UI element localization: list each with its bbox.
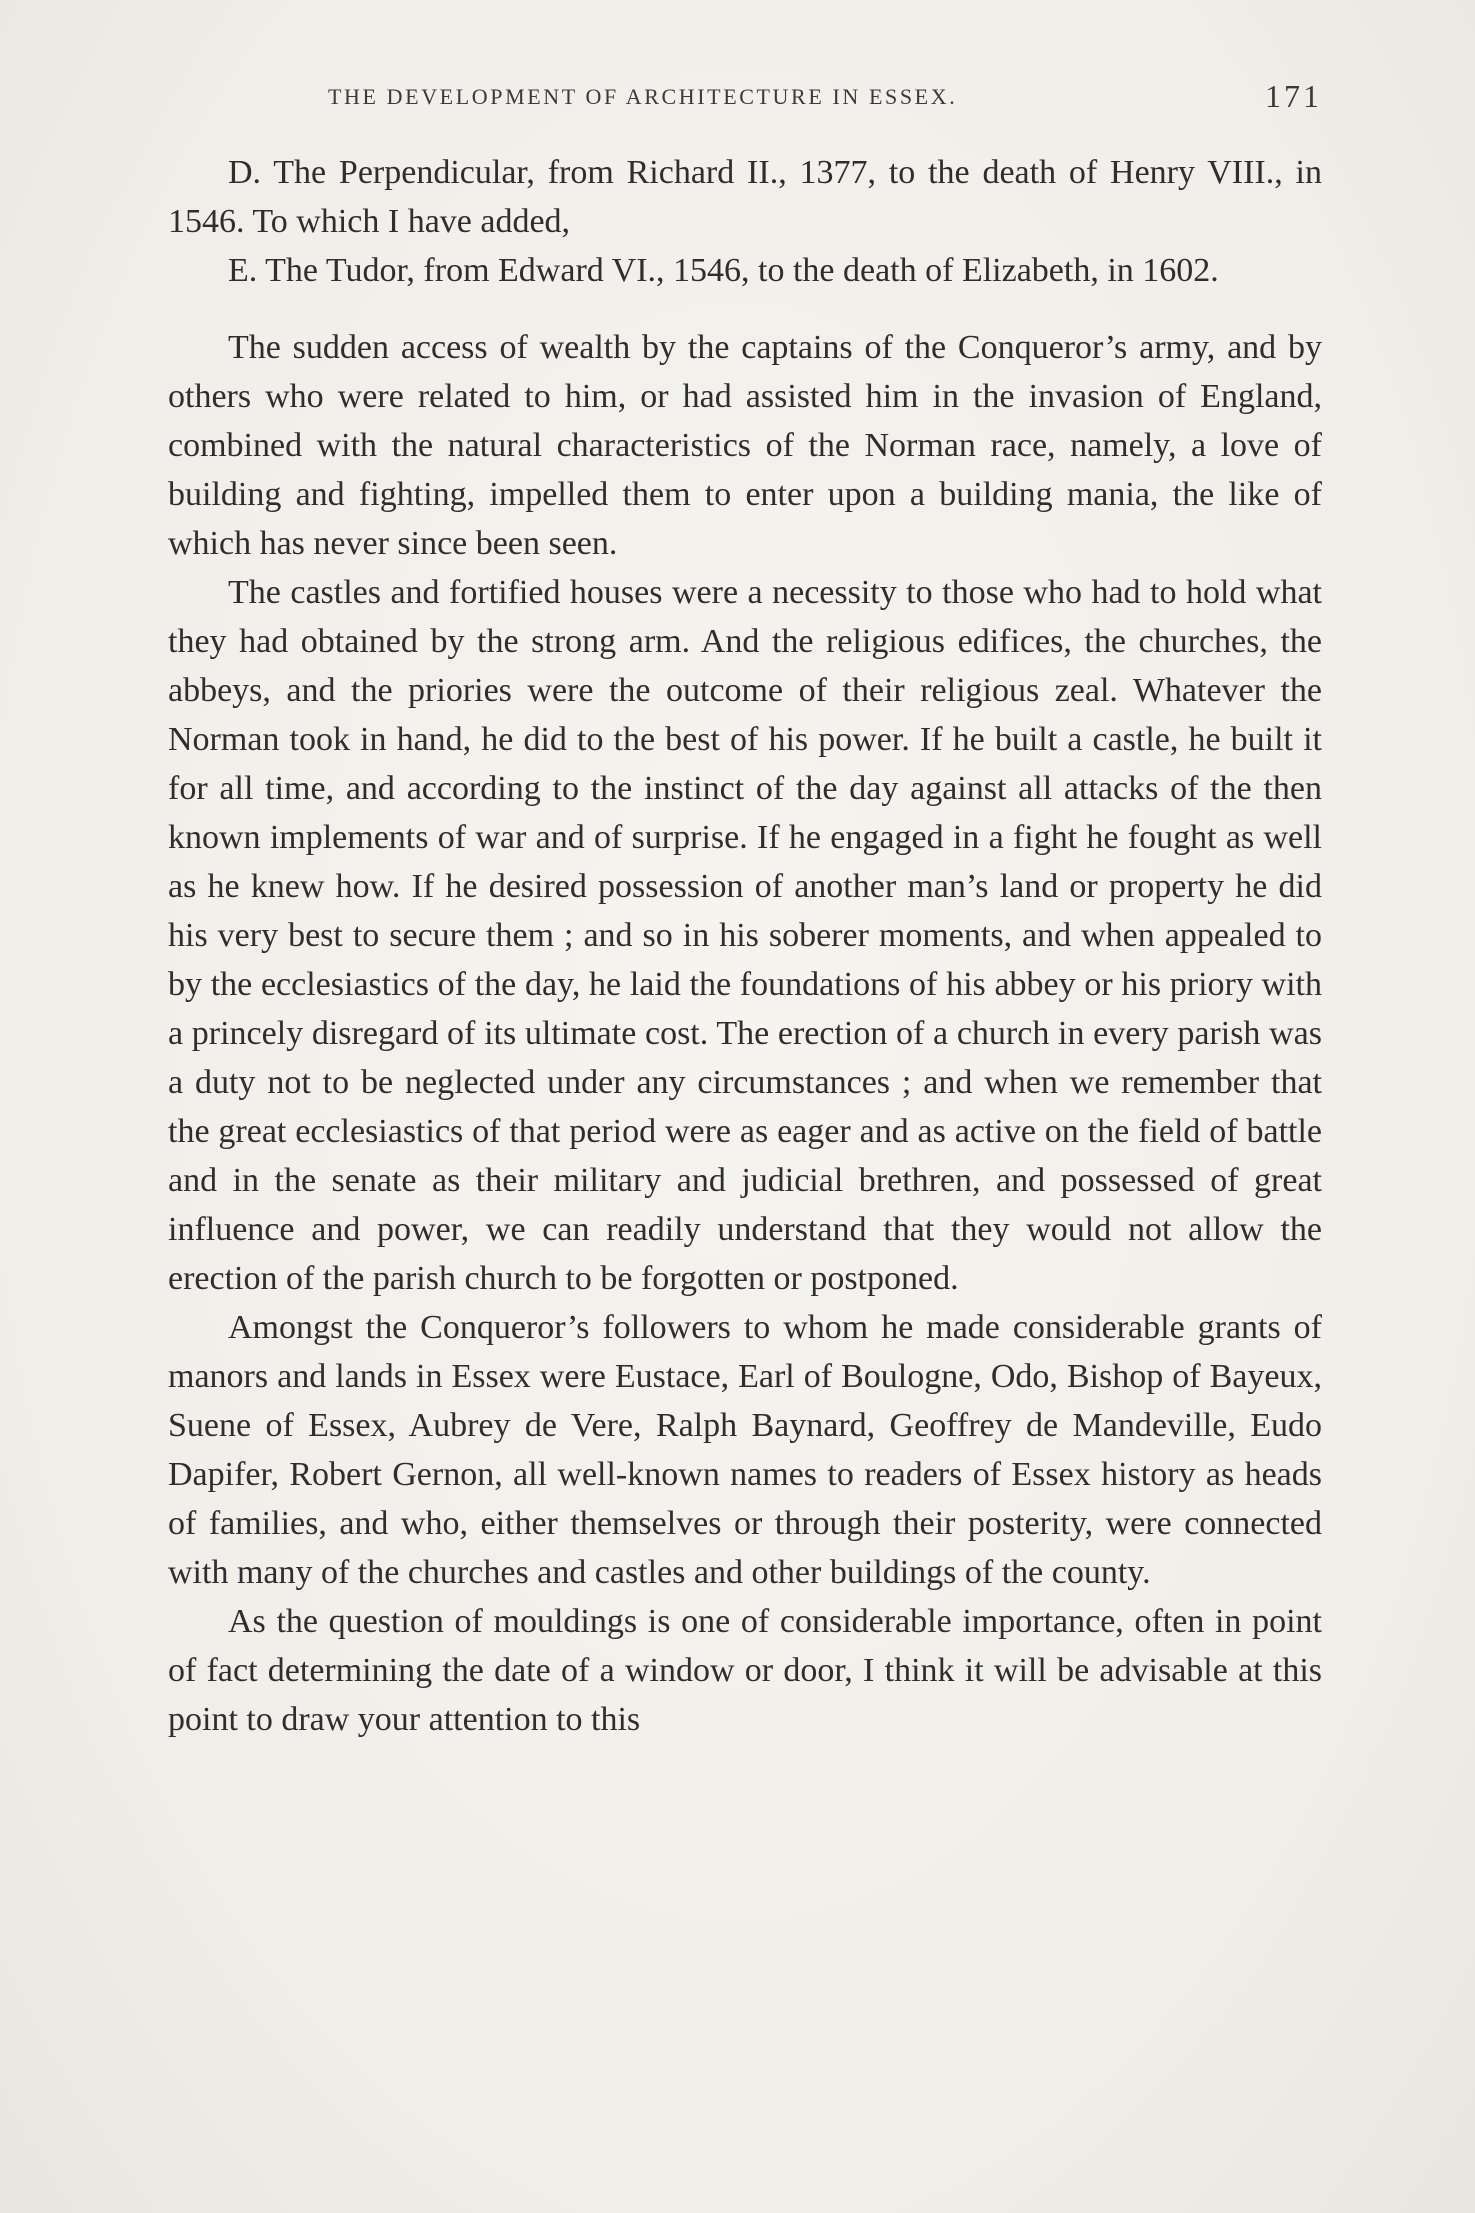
paragraph-mouldings: As the question of mouldings is one of considerable importance, often in point of fact determining the date of a window or door, I think it will be advisable at this point to draw your attention to this — [168, 1603, 1322, 1738]
page-number: 171 — [1265, 78, 1322, 114]
period-d: D. The Perpendicular, from Richard II., 1377, to the death of Henry VIII., in 1546. To which I have added, — [168, 154, 1322, 240]
body-text — [168, 148, 1322, 1744]
paragraph-wealth: The sudden access of wealth by the captains of the Conqueror’s army, and by others who were related to him, or had assisted him in the invasion of England, combined with the natural characteristics of the Norman race, namely, a love of building and fighting, impelled them to enter upon a building mania, the like of which has never since been seen. — [168, 329, 1322, 562]
running-head — [168, 78, 1322, 122]
running-title: THE DEVELOPMENT OF ARCHITECTURE IN ESSEX. — [328, 84, 958, 109]
section-gap — [168, 295, 1322, 323]
period-e: E. The Tudor, from Edward VI., 1546, to the death of Elizabeth, in 1602. — [228, 252, 1219, 289]
paragraph-castles: The castles and fortified houses were a necessity to those who had to hold what they had obtained by the strong arm. And the religious edifices, the churches, the abbeys, and the priories were the outcome of their religious zeal. Whatever the Norman took in hand, he did to the best of his power. If he built a castle, he built it for all time, and according to the instinct of the day against all attacks of the then known implements of war and of surprise. If he engaged in a fight he fought as well as he knew how. If he desired possession of another man’s land or property he did his very best to secure them ; and so in his soberer moments, and when appealed to by the ecclesiastics of the day, he laid the foundations of his abbey or his priory with a princely disregard of its ultimate cost. The erection of a church in every parish was a duty not to be neglected under any circumstances ; and when we remember that the great ecclesiastics of that period were as eager and as active on the field of battle and in the senate as their military and judicial brethren, and possessed of great influence and power, we can readily understand that they would not allow the erection of the parish church to be forgotten or postponed. — [168, 574, 1322, 1297]
paragraph-followers: Amongst the Conqueror’s followers to whom he made considerable grants of manors and lands in Essex were Eustace, Earl of Boulogne, Odo, Bishop of Bayeux, Suene of Essex, Aubrey de Vere, Ralph Baynard, Geoffrey de Mandeville, Eudo Dapifer, Robert Gernon, all well-known names to readers of Essex history as heads of families, and who, either themselves or through their posterity, were connected with many of the churches and castles and other buildings of the county. — [168, 1309, 1322, 1591]
